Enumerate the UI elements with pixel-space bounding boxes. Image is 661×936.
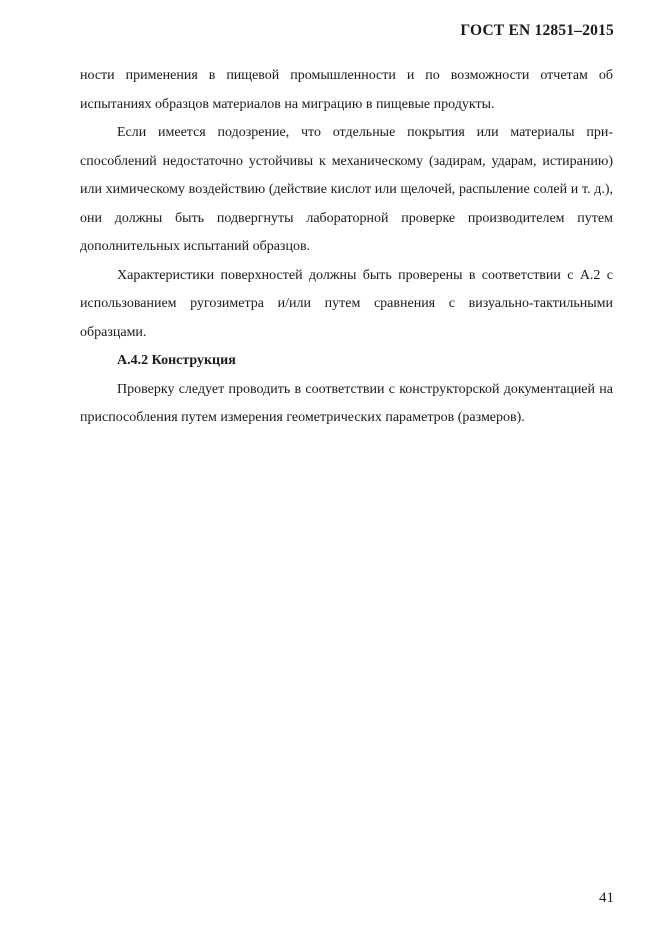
page-body [80,62,613,433]
paragraph-construction-check: Проверку следует проводить в соответствии с конструкторской документацией на приспособления путем измерения геометрических параметров (размеров). [80,381,613,425]
paragraph-continuation: ности применения в пищевой промышленности и по возможности отчетам об испытаниях образцов материалов на миграцию в пищевые продукты. [80,68,613,112]
standard-id-header: ГОСТ EN 12851–2015 [460,22,614,39]
section-heading-construction: А.4.2 Конструкция [117,353,236,368]
paragraph-surface-characteristics: Характеристики поверхностей должны быть проверены в соответствии с А.2 с использованием ругозиметра и/или путем сравнения с визуально-тактильными образцами. [80,267,613,340]
page-number: 41 [599,890,614,906]
paragraph-coatings-testing: Если имеется подозрение, что отдельные покрытия или материалы приспособлений недостаточно устойчивы к механическому (задирам, ударам, истиранию) или химическому воздействию (действие кислот или щелочей, распыление солей и т. д.), они должны быть подвергнуты лабораторной проверке производителем путем дополнительных испытаний образцов. [80,125,613,254]
